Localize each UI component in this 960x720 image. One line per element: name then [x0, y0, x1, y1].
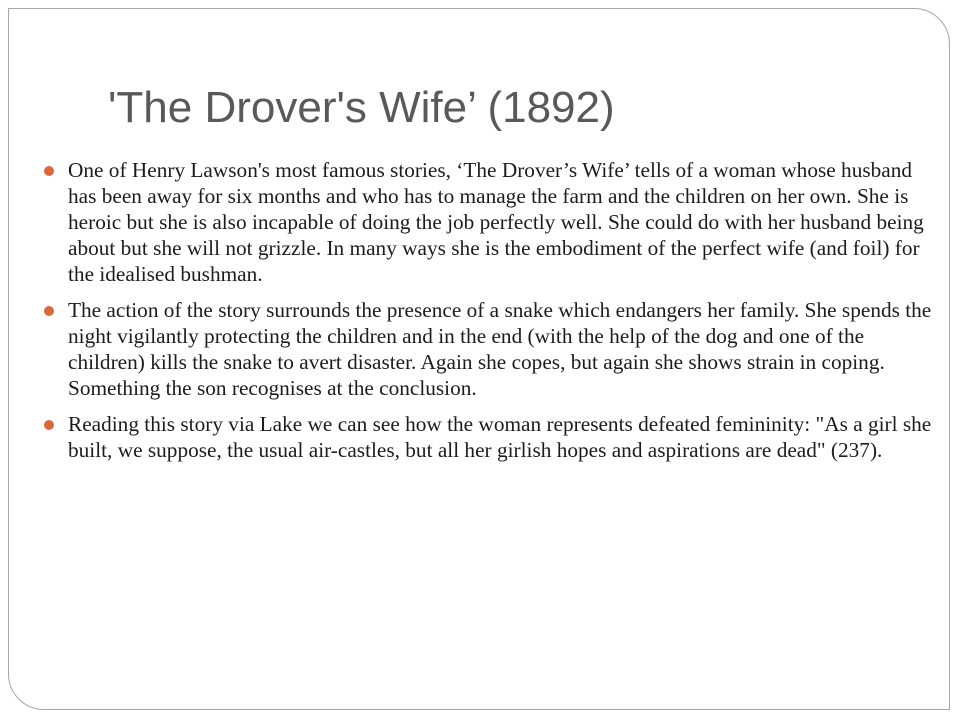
- bullet-text: Reading this story via Lake we can see how the woman represents defeated femininity: "As a girl she built, we suppose, the usual air-castles, but all her girlish hopes and aspirations are dead" (237).: [68, 412, 932, 462]
- bullet-text: The action of the story surrounds the presence of a snake which endangers her family. She spends the night vigilantly protecting the children and in the end (with the help of the dog and one of the children) kills the snake to avert disaster. Again she copes, but again she shows strain in coping. Something the son recognises at the conclusion.: [68, 298, 932, 400]
- bullet-item-2: [68, 297, 936, 401]
- bullet-dot-icon: [44, 420, 54, 430]
- slide-title: 'The Drover's Wife’ (1892): [108, 83, 615, 132]
- bullet-list: [68, 157, 936, 473]
- bullet-item-3: [68, 411, 936, 463]
- bullet-dot-icon: [44, 306, 54, 316]
- bullet-item-1: [68, 157, 936, 287]
- bullet-text: One of Henry Lawson's most famous stories, ‘The Drover’s Wife’ tells of a woman whose husband has been away for six months and who has to manage the farm and the children on her own. She is heroic but she is also incapable of doing the job perfectly well. She could do with her husband being about but she will not grizzle. In many ways she is the embodiment of the perfect wife (and foil) for the idealised bushman.: [68, 158, 924, 286]
- bullet-dot-icon: [44, 166, 54, 176]
